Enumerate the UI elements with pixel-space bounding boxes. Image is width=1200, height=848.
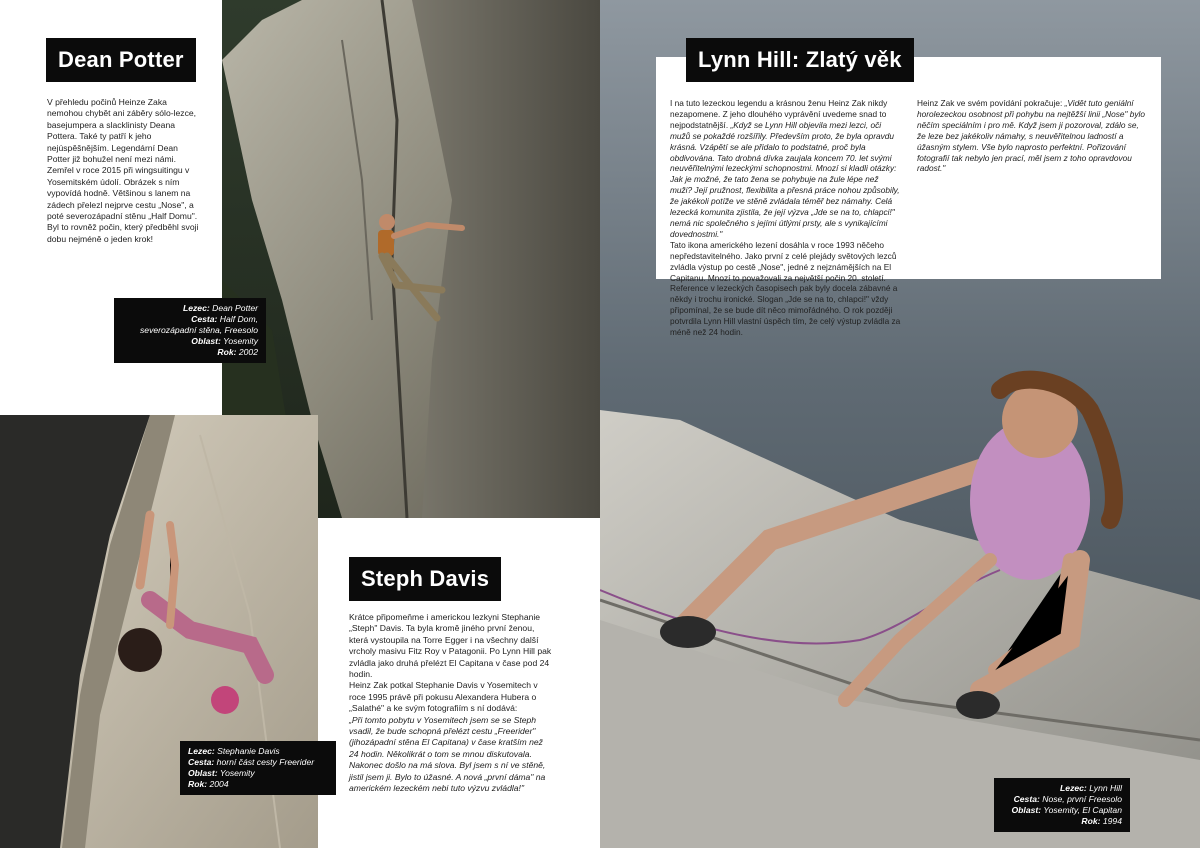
caption-route-label: Cesta: <box>1013 794 1040 804</box>
dean-potter-text: V přehledu počinů Heinze Zaka nemohou chybět ani záběry sólo-lezce, basejumpera a slacklinisty Deana Pottera. Také ty patří k jeho nejúspěšnějším. Legendární Dean Potter již bohužel není mezi námi. Zemřel v roce 2015 při wingsuitingu v Yosemitském údolí. Obrázek s ním vypovídá hodně. Většinou s lanem na zádech přelezl nejprve cestu „Nose", a poté severozápadní stěnu „Half Domu". Byl to rovněž počin, který předběhl svoji dobu nejméně o jeden krok! <box>47 97 199 244</box>
steph-davis-text <box>349 612 553 795</box>
caption-year-label: Rok: <box>188 779 208 789</box>
caption-climber-label: Lezec: <box>182 303 210 313</box>
steph-davis-title: Steph Davis <box>349 557 501 601</box>
lynn-hill-caption <box>994 778 1130 832</box>
caption-area: Yosemity <box>219 768 255 778</box>
caption-climber: Stephanie Davis <box>217 746 280 756</box>
steph-quote: „Při tomto pobytu v Yosemitech jsem se se Steph vsadil, že bude schopná přelézt cestu „Freerider" (jihozápadní stěna El Capitana) v čase kratším než 24 hodin. Několikrát o tom se mnou diskutovala. Nakonec došlo na má slova. Byl jsem s ní ve stěně, jistil jsem ji. Bylo to úžasné. A nová „první dáma" na americkém lezeckém nebi tuto výzvu zvládla!" <box>349 714 546 794</box>
caption-area-label: Oblast: <box>188 768 218 778</box>
caption-area-label: Oblast: <box>1011 805 1042 815</box>
caption-climber: Lynn Hill <box>1089 783 1122 793</box>
lynn-hill-text <box>670 98 1148 338</box>
caption-route-cont: severozápadní stěna, Freesolo <box>140 325 258 335</box>
caption-route: horní část cesty Freerider <box>216 757 315 767</box>
caption-year: 2002 <box>238 347 258 357</box>
steph-paragraph-1: Krátce připomeňme i americkou lezkyni Stephanie „Steph" Davis. Ta byla kromě jiného první ženou, která vystoupila na Torre Egger i na všechny další vrcholy masivu Fitz Roy v Patagonii. Po Lynn Hill pak zvládla jako druhá přelézt El Capitana v čase pod 24 hodin. <box>349 612 552 680</box>
caption-area: Yosemity, El Capitan <box>1043 805 1122 815</box>
caption-route-label: Cesta: <box>191 314 218 324</box>
dean-potter-caption <box>114 298 266 363</box>
lynn-column-1 <box>670 98 901 338</box>
lynn-column-2 <box>917 98 1148 338</box>
lynn-hill-title: Lynn Hill: Zlatý věk <box>686 38 914 82</box>
caption-year: 1994 <box>1102 816 1122 826</box>
caption-climber-label: Lezec: <box>188 746 215 756</box>
lynn-intro: I na tuto lezeckou legendu a krásnou ženu Heinz Zak nikdy nezapomene. Z jeho dlouhého vyprávění uvedeme snad to nejpodstatnější. <box>670 98 888 130</box>
steph-paragraph-2: Heinz Zak potkal Stephanie Davis v Yosemitech v roce 1995 právě při pokusu Alexandera Hubera o „Salathé" a ke svým fotografiím s ní dodává: <box>349 680 538 714</box>
lynn-quote-2: „Vidět tuto geniální horolezeckou osobnost při pohybu na nejtěžší linii „Nose" bylo něčím speciálním i pro mě. Když jsem ji pozoroval, zdálo se, že leze bez jakékoliv námahy, s neuvěřitelnou ladností a úžasným stylem. Vše bylo naprosto perfektní. Pořizování fotografií tak nebylo jen prací, měl jsem z toho opravdovou radost." <box>917 98 1146 174</box>
caption-route-label: Cesta: <box>188 757 215 767</box>
lynn-paragraph-3: Heinz Zak ve svém povídání pokračuje: <box>917 98 1063 108</box>
dean-potter-title: Dean Potter <box>46 38 196 82</box>
caption-year-label: Rok: <box>217 347 237 357</box>
caption-year: 2004 <box>209 779 229 789</box>
caption-route: Nose, první Freesolo <box>1042 794 1122 804</box>
lynn-quote-1: „Když se Lynn Hill objevila mezi lezci, oči mužů se pokaždé rozšířily. Především proto, že byla opravdu krásná. Vzápětí se ale přidalo to podstatné, proč byla obdivována. Tato drobná dívka zaujala koncem 70. let svými neuvěřitelnými lezeckými schopnostmi. Mnozí si kladli otázky: Jak je možné, že tato žena se pohybuje na žule lépe než muži? Její pružnost, flexibilita a přesná práce nohou způsobily, že jakékoli potíže ve stěně zvládala téměř bez námahy. Celá lezecká komunita zjistila, že její výzva „Jde se na to, chlapci!" nemá nic společného s jejími útlými prsty, ale s vynikajícími dovednostmi." <box>670 119 900 239</box>
caption-year-label: Rok: <box>1081 816 1101 826</box>
steph-davis-caption <box>180 741 336 795</box>
lynn-paragraph-2: Tato ikona amerického lezení dosáhla v roce 1993 něčeho nepředstavitelného. Jako první z celé plejády světových lezců zvládla výstup po cestě „Nose", jedné z nejznámějších na El Capitanu. Mnozí to považovali za největší počin 20. století. Reference v lezeckých časopisech pak byly docela zábavné a někdy i trochu ironické. Slogan „Jde se na to, chlapci!" vždy připomínal, že se bude dít něco mimořádného. O rok později potvrdila Lynn Hill vlastní úspěch tím, že celý výstup zvládla za méně než 24 hodin. <box>670 239 901 338</box>
caption-route: Half Dom, <box>219 314 258 324</box>
caption-area: Yosemity <box>223 336 258 346</box>
caption-area-label: Oblast: <box>191 336 221 346</box>
caption-climber: Dean Potter <box>212 303 258 313</box>
caption-climber-label: Lezec: <box>1060 783 1087 793</box>
